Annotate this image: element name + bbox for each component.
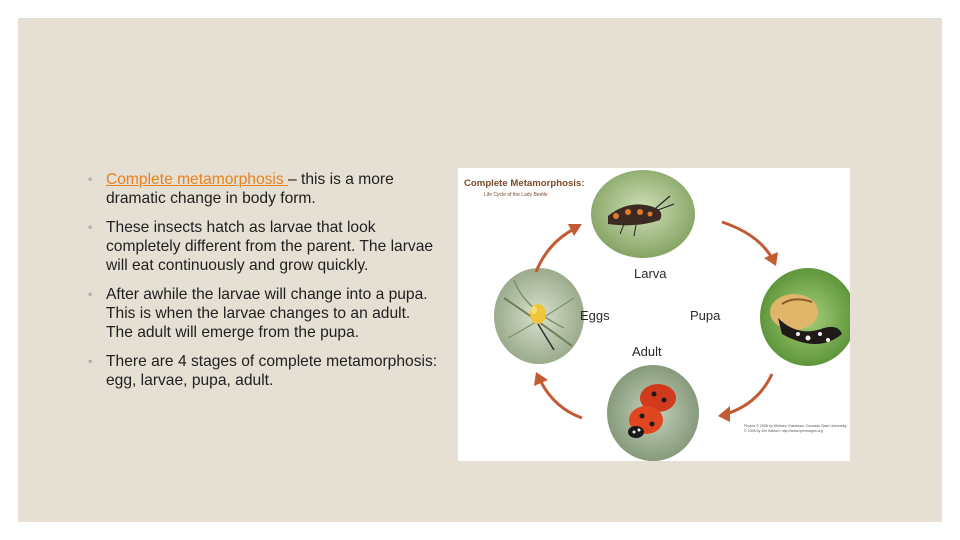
- label-adult: Adult: [632, 344, 662, 359]
- bullet-item: [88, 170, 438, 208]
- arrow-adult-to-eggs: [540, 380, 582, 418]
- bullet-item: [88, 285, 438, 342]
- photo-credit: Photos © 2008 by Whitney Cranshaw, Colorado State University; © 2008 by Jim Kalisch; http://www.ipmimages.org: [744, 424, 848, 434]
- bullet-icon: ◦: [88, 287, 93, 301]
- bullet-list: [88, 170, 438, 400]
- slide: [18, 18, 942, 522]
- bullet-icon: ◦: [88, 172, 93, 186]
- label-pupa: Pupa: [690, 308, 721, 323]
- bullet-text: After awhile the larvae will change into a pupa. This is when the larvae changes to an adult. The adult will emerge from the pupa.: [106, 286, 428, 341]
- arrow-pupa-to-adult: [726, 374, 772, 414]
- bullet-text: These insects hatch as larvae that look completely different from the parent. The larvae will eat continuously and grow quickly.: [106, 219, 434, 274]
- bullet-icon: ◦: [88, 220, 93, 234]
- life-cycle-figure: [458, 168, 850, 461]
- complete-metamorphosis-link[interactable]: Complete metamorphosis: [106, 171, 289, 188]
- arrow-larva-to-pupa: [722, 222, 772, 258]
- arrow-eggs-to-larva: [536, 228, 576, 272]
- bullet-item: [88, 218, 438, 275]
- arrow-pupa-to-adult-head: [718, 406, 730, 422]
- cycle-arrows: [458, 168, 850, 461]
- bullet-text: – this is a more dramatic change in body form.: [106, 171, 394, 207]
- figure-subtitle: Life Cycle of the Lady Beetle: [484, 192, 548, 198]
- label-eggs: Eggs: [580, 308, 610, 323]
- bullet-text: There are 4 stages of complete metamorphosis: egg, larvae, pupa, adult.: [106, 353, 438, 389]
- label-larva: Larva: [634, 266, 667, 281]
- bullet-icon: ◦: [88, 354, 93, 368]
- bullet-item: [88, 352, 438, 390]
- figure-title: Complete Metamorphosis:: [464, 178, 585, 189]
